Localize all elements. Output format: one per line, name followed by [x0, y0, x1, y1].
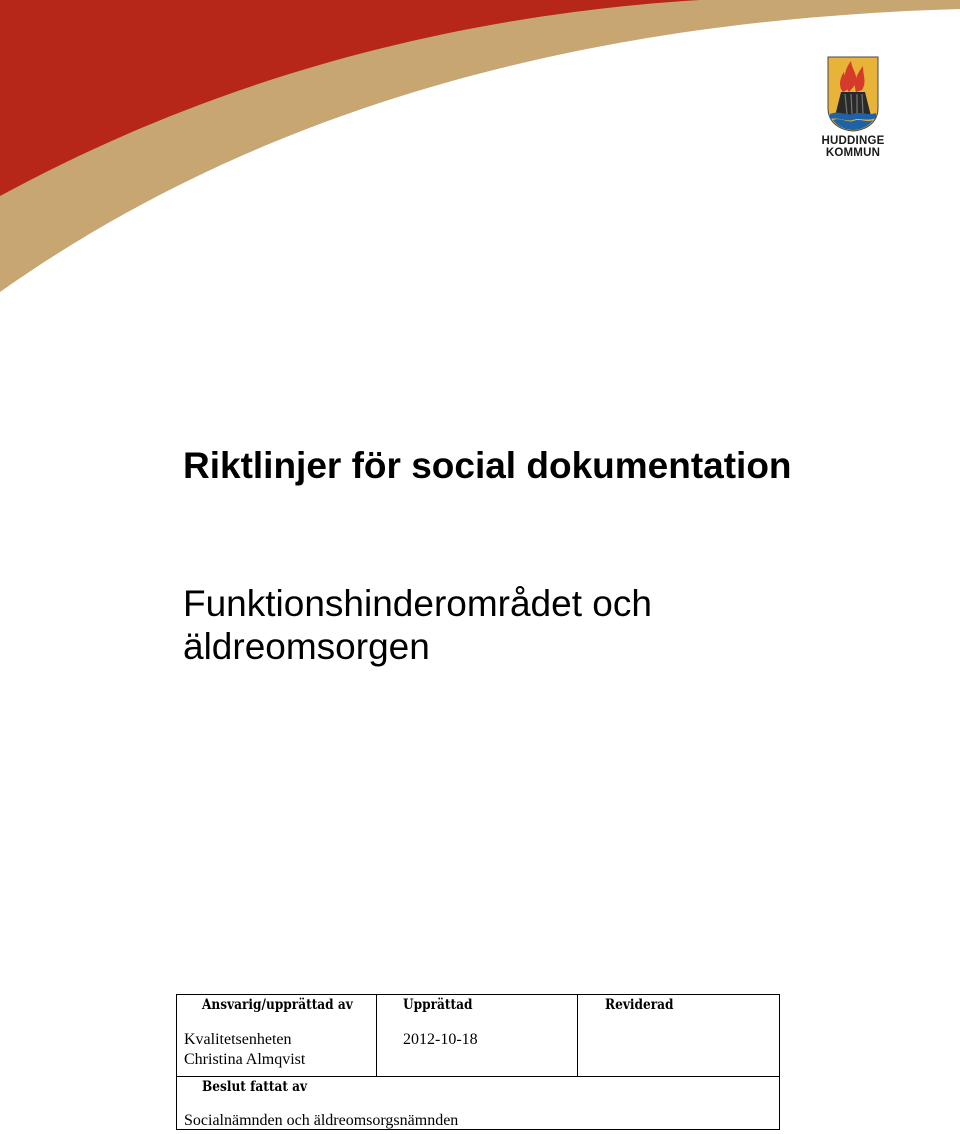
decision-cell: [177, 1076, 779, 1129]
document-title: Riktlinjer för social dokumentation: [183, 445, 792, 486]
responsible-person: Christina Almqvist: [184, 1051, 306, 1068]
logo-text-huddinge: HUDDINGE: [821, 135, 885, 147]
decision-body: Socialnämnden och äldreomsorgsnämnden: [184, 1112, 459, 1129]
header-swoosh-banner: [0, 0, 960, 300]
logo-text-kommun: KOMMUN: [825, 147, 881, 159]
responsible-header: Ansvarig/upprättad av: [202, 997, 353, 1013]
document-info-table: [176, 994, 780, 1130]
huddinge-coat-of-arms-icon: [827, 56, 879, 132]
revised-header: Reviderad: [605, 997, 674, 1013]
created-header: Upprättad: [403, 997, 473, 1013]
revised-cell: [578, 995, 779, 1076]
responsible-unit: Kvalitetsenheten: [184, 1031, 292, 1048]
created-cell: [377, 995, 578, 1076]
huddinge-kommun-logo: [818, 56, 888, 160]
responsible-cell: [177, 995, 377, 1076]
document-subtitle: Funktionshinderområdet och äldreomsorgen: [183, 583, 652, 667]
decision-header: Beslut fattat av: [202, 1079, 308, 1095]
created-date: 2012-10-18: [403, 1031, 478, 1048]
